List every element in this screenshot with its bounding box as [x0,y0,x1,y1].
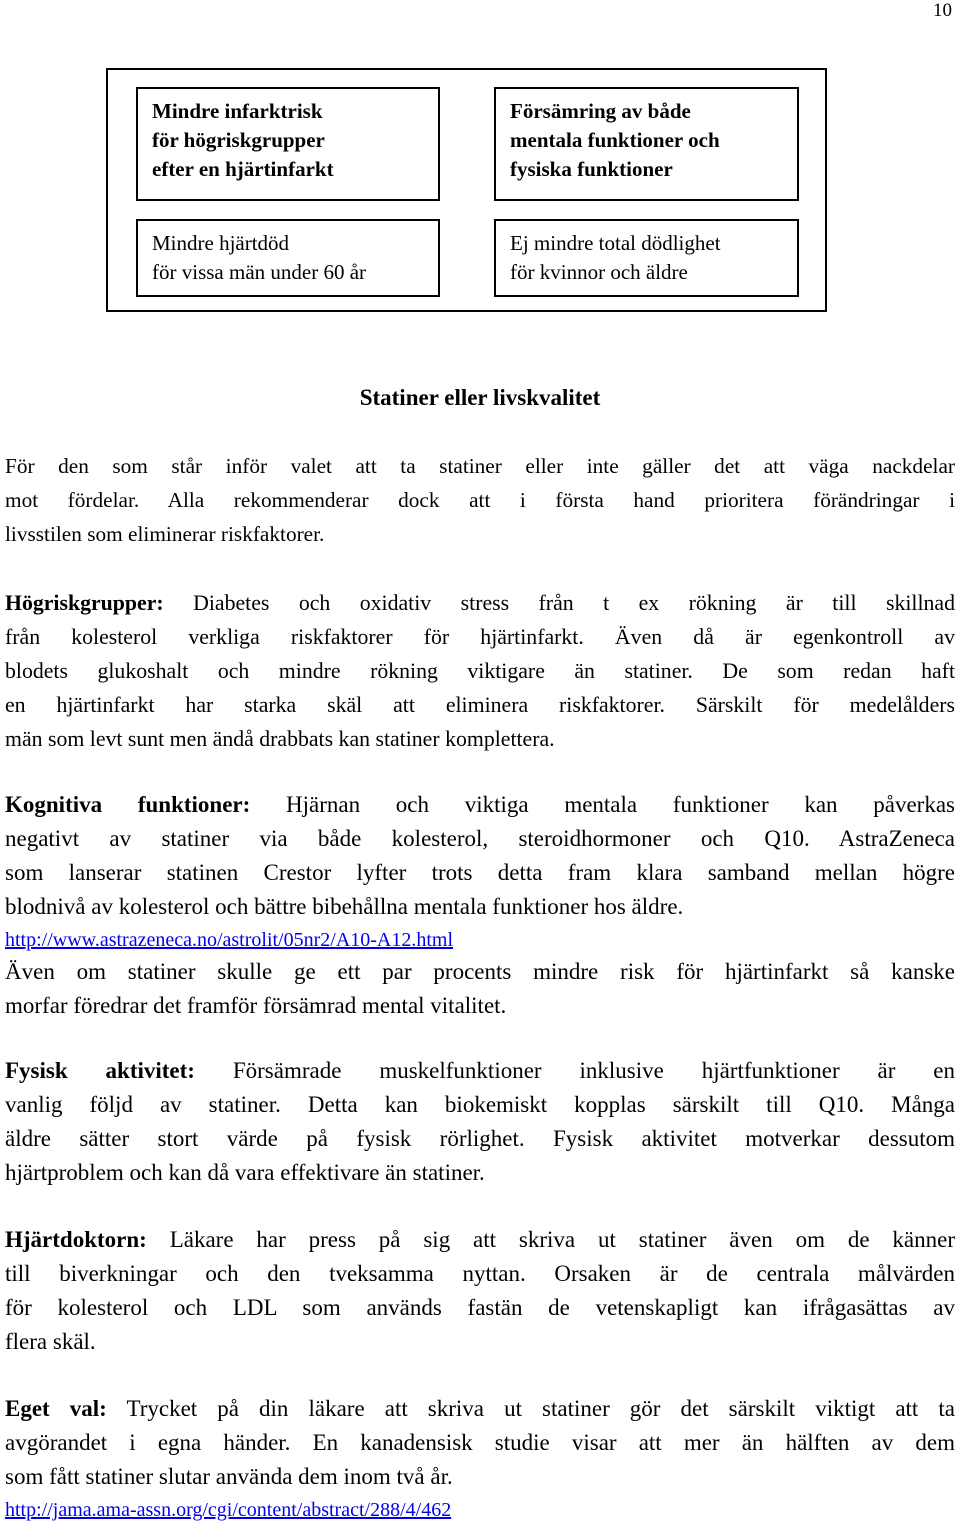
jama-link[interactable]: http://jama.ama-assn.org/cgi/content/abstract/288/4/462 [5,1499,452,1521]
text-line [5,788,955,822]
intro-paragraph [5,449,955,551]
paragraph-text: Försämrade muskelfunktioner inklusive hjärtfunktioner är en [232,1058,956,1083]
paragraph-doctor [5,1223,955,1359]
link-line [5,1494,955,1525]
paragraph-text: Läkare har press på sig att skriva ut statiner även om de känner [169,1227,955,1252]
box-line: för vissa män under 60 år [152,260,367,284]
text-line: en hjärtinfarkt har starka skäl att eliminera riskfaktorer. Särskilt för medelålders [5,693,955,717]
text-line: Även om statiner skulle ge ett par procents mindre risk för hjärtinfarkt så kanske [5,959,955,984]
text-line: morfar föredrar det framför försämrad mental vitalitet. [5,993,507,1018]
text-line: hjärtproblem och kan då vara effektivare än statiner. [5,1160,485,1185]
link-line [5,924,955,955]
paragraph-text: Hjärnan och viktiga mentala funktioner kan påverkas [286,792,956,817]
text-line: mot fördelar. Alla rekommenderar dock att i första hand prioritera förändringar i [5,488,955,512]
box-line: Mindre hjärtdöd [152,231,290,255]
text-line [5,586,955,620]
paragraph-physical [5,1054,955,1190]
box-line: efter en hjärtinfarkt [152,157,334,181]
text-line: från kolesterol verkliga riskfaktorer för hjärtinfarkt. Även då är egenkontroll av [5,625,955,649]
paragraph-text: Trycket på din läkare att skriva ut statiner gör det särskilt viktigt att ta [126,1396,955,1421]
box-total-mortality [494,219,799,297]
text-line: som fått statiner slutar använda dem inom två år. [5,1464,453,1489]
page-number: 10 [933,0,952,21]
text-line: livsstilen som eliminerar riskfaktorer. [5,522,325,546]
text-line [5,1392,955,1426]
text-line: till biverkningar och den tveksamma nyttan. Orsaken är de centrala målvärden [5,1261,955,1286]
text-line: blodets glukoshalt och mindre rökning viktigare än statiner. De som redan haft [5,659,955,683]
text-line: avgörandet i egna händer. En kanadensisk studie visar att mer än hälften av dem [5,1430,955,1455]
text-line: som lanserar statinen Crestor lyfter trots detta fram klara samband mellan högre [5,860,955,885]
section-heading: Statiner eller livskvalitet [359,385,601,410]
text-line: negativt av statiner via både kolesterol, steroidhormoner och Q10. AstraZeneca [5,826,955,851]
box-line: fysiska funktioner [510,157,673,181]
box-function-decline [494,87,799,201]
text-line: blodnivå av kolesterol och bättre bibehållna mentala funktioner hos äldre. [5,894,684,919]
paragraph-cognitive [5,788,955,1023]
paragraph-own-choice [5,1392,955,1525]
box-infarction-risk [136,87,440,201]
box-heart-death [136,219,440,297]
paragraph-label: Högriskgrupper: [5,591,164,615]
astrazeneca-link[interactable]: http://www.astrazeneca.no/astrolit/05nr2/A10-A12.html [5,929,454,951]
text-line [5,1054,955,1088]
text-line [5,1223,955,1257]
box-line: mentala funktioner och [510,128,720,152]
paragraph-label: Eget val: [5,1396,107,1421]
text-line: För den som står inför valet att ta statiner eller inte gäller det att väga nackdelar [5,454,955,478]
box-line: Försämring av både [510,99,691,123]
text-line: för kolesterol och LDL som används fastän de vetenskapligt kan ifrågasättas av [5,1295,955,1320]
paragraph-label: Kognitiva funktioner: [5,792,251,817]
text-line: flera skäl. [5,1329,96,1354]
paragraph-high-risk [5,586,955,756]
paragraph-label: Fysisk aktivitet: [5,1058,195,1083]
paragraph-label: Hjärtdoktorn: [5,1227,147,1252]
text-line: män som levt sunt men ändå drabbats kan statiner komplettera. [5,727,555,751]
box-line: Ej mindre total dödlighet [510,231,721,255]
box-line: för högriskgrupper [152,128,325,152]
paragraph-text: Diabetes och oxidativ stress från t ex rökning är till skillnad [193,591,956,615]
text-line: vanlig följd av statiner. Detta kan biokemiskt kopplas särskilt till Q10. Många [5,1092,955,1117]
box-line: Mindre infarktrisk [152,99,323,123]
text-line: äldre sätter stort värde på fysisk rörlighet. Fysisk aktivitet motverkar dessutom [5,1126,955,1151]
box-line: för kvinnor och äldre [510,260,688,284]
